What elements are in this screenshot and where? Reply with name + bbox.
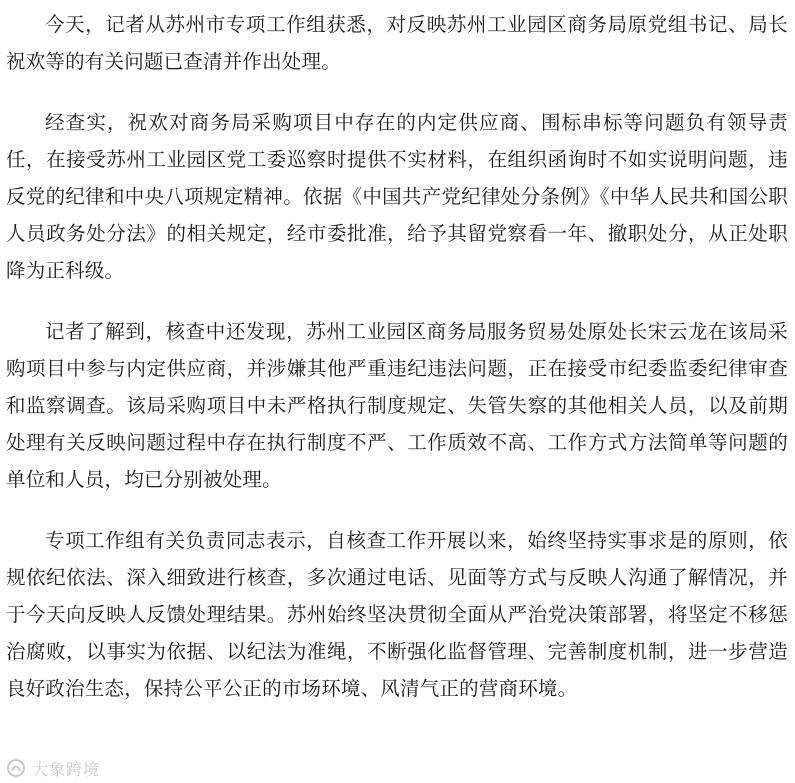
watermark	[6, 756, 100, 780]
article-paragraph-4: 专项工作组有关负责同志表示，自核查工作开展以来，始终坚持实事求是的原则，依规依纪依法、深入细致进行核查，多次通过电话、见面等方式与反映人沟通了解情况，并于今天向反映人反馈处理结果。苏州始终坚决贯彻全面从严治党决策部署，将坚定不移惩治腐败，以事实为依据、以纪法为准绳，不断强化监督管理、完善制度机制，进一步营造良好政治生态，保持公平公正的市场环境、风清气正的营商环境。	[6, 529, 788, 700]
article-paragraph-1: 今天，记者从苏州市专项工作组获悉，对反映苏州工业园区商务局原党组书记、局长祝欢等的有关问题已查清并作出处理。	[6, 13, 788, 73]
watermark-text: 大象跨境	[32, 759, 101, 779]
brand-logo-icon	[6, 758, 26, 778]
article-body	[6, 6, 788, 707]
article-paragraph-3: 记者了解到，核查中还发现，苏州工业园区商务局服务贸易处原处长宋云龙在该局采购项目中参与内定供应商，并涉嫌其他严重违纪违法问题，正在接受市纪委监委纪律审查和监察调查。该局采购项目中未严格执行制度规定、失管失察的其他相关人员，以及前期处理有关反映问题过程中存在执行制度不严、工作质效不高、工作方式方法简单等问题的单位和人员，均已分别被处理。	[6, 320, 788, 491]
article-paragraph-2: 经查实，祝欢对商务局采购项目中存在的内定供应商、围标串标等问题负有领导责任，在接受苏州工业园区党工委巡察时提供不实材料，在组织函询时不如实说明问题，违反党的纪律和中央八项规定精神。依据《中国共产党纪律处分条例》《中华人民共和国公职人员政务处分法》的相关规定，经市委批准，给予其留党察看一年、撤职处分，从正处职降为正科级。	[6, 111, 788, 282]
